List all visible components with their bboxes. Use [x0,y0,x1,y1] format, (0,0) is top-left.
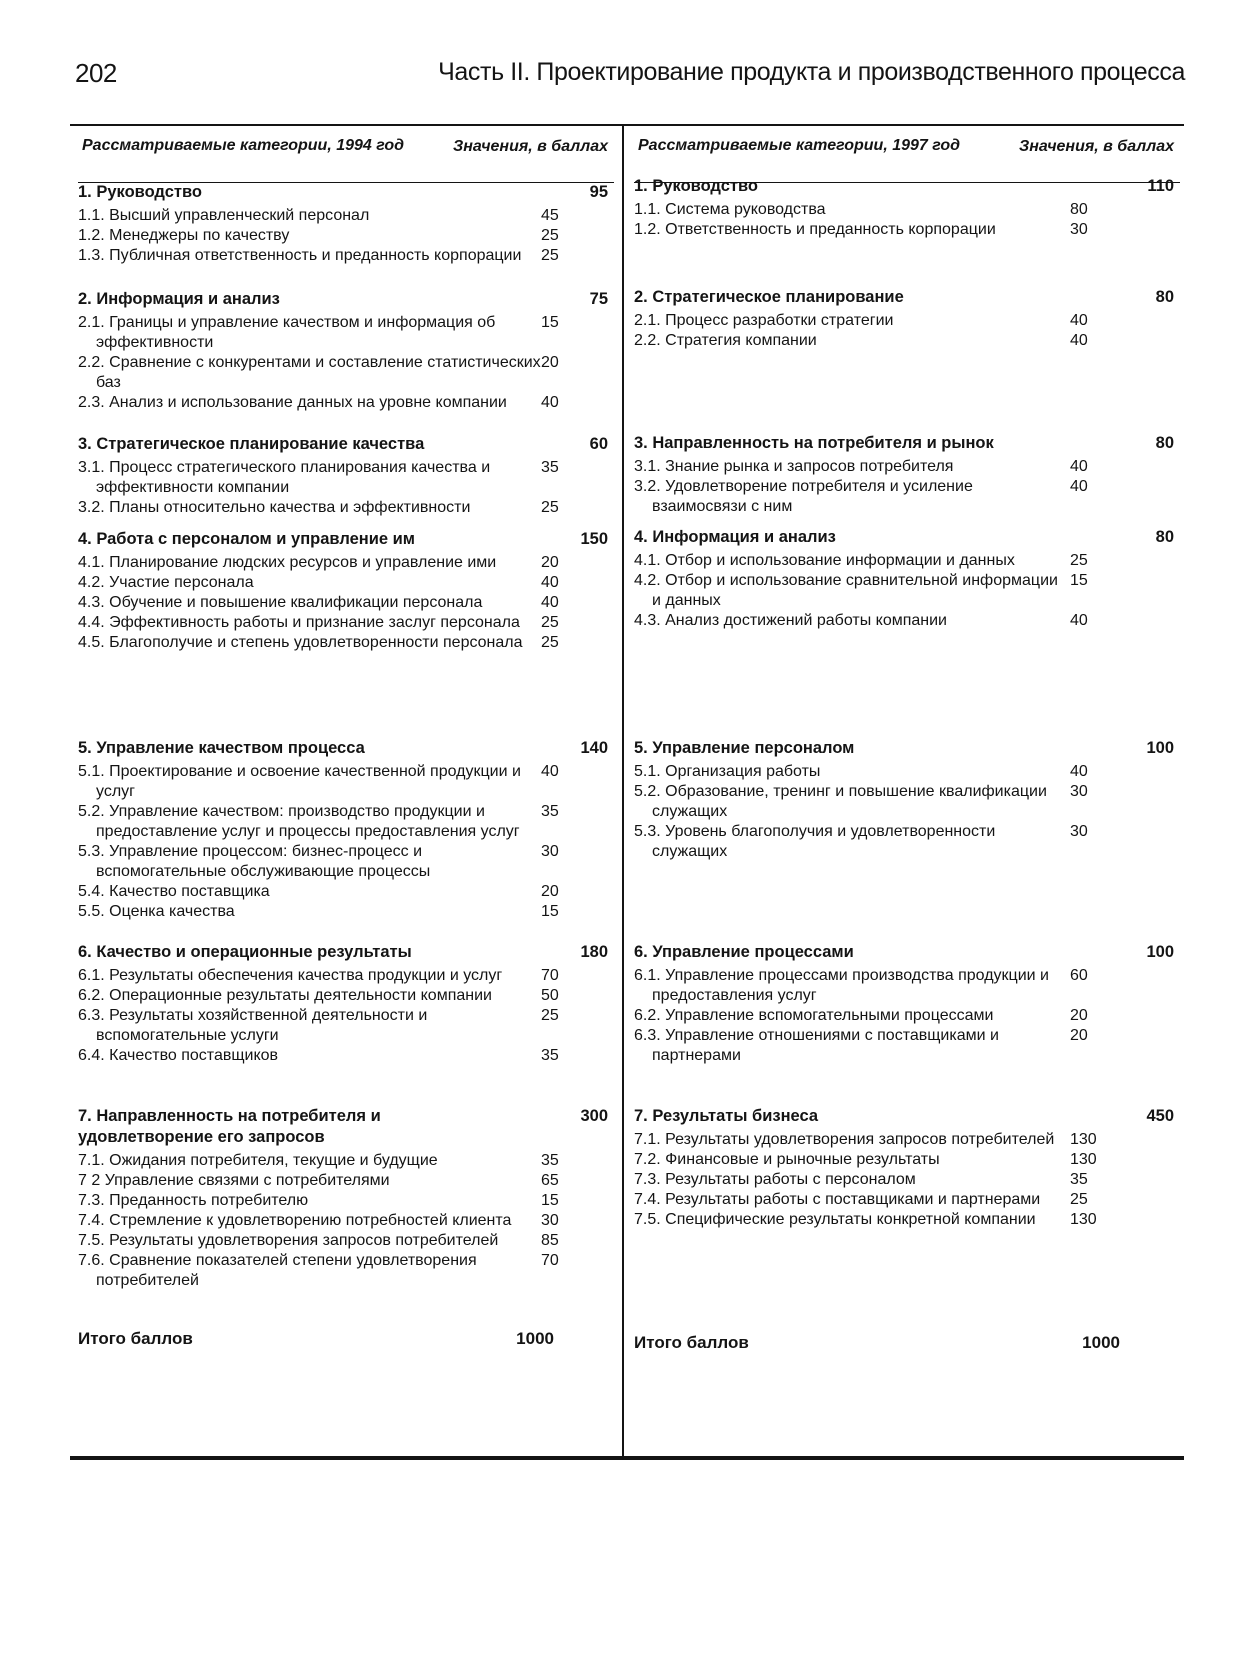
item-row [634,311,1180,331]
section-title: 7. Направленность на потребителя и удовлетворение его запросов [78,1107,381,1146]
item-text: 6.1. Управление процессами производства продукции и предоставления услуг [634,967,1049,1004]
item-text: 4.1. Планирование людских ресурсов и управление ими [78,554,497,571]
item-text: 5.2. Управление качеством: производство продукции и предоставление услуг и процессы предоставления услуг [78,803,520,840]
item-text: 1.1. Высший управленческий персонал [78,207,370,224]
item-text: 7.5. Специфические результаты конкретной компании [634,1211,1036,1228]
left-section [78,529,614,653]
item-value: 15 [541,314,559,331]
item-row [634,762,1180,782]
item-value: 40 [1070,612,1088,629]
item-value: 25 [541,614,559,631]
item-text: 7.5. Результаты удовлетворения запросов потребителей [78,1232,499,1249]
item-row [634,1006,1180,1026]
total-value: 1000 [1082,1333,1120,1352]
section-heading [78,182,614,203]
section-total: 80 [1155,528,1174,546]
item-text: 5.3. Уровень благополучия и удовлетворенности служащих [634,823,996,860]
item-row [78,1006,614,1046]
section-title: 2. Информация и анализ [78,290,280,308]
item-row [78,633,614,653]
section-total: 100 [1146,943,1174,961]
section-title: 3. Направленность на потребителя и рынок [634,434,994,452]
item-row [78,762,614,802]
right-section [634,942,1180,1066]
item-value: 30 [1070,783,1088,800]
item-row [634,200,1180,220]
item-row [78,902,614,922]
item-row [78,393,614,413]
item-row [78,573,614,593]
item-value: 15 [1070,572,1088,589]
item-row [78,1046,614,1066]
right-section [634,287,1180,351]
item-value: 20 [541,554,559,571]
item-value: 40 [541,594,559,611]
item-value: 15 [541,903,559,920]
total-label: Итого баллов [78,1329,193,1348]
item-text: 3.2. Планы относительно качества и эффективности [78,499,471,516]
item-value: 30 [541,843,559,860]
section-total: 80 [1155,434,1174,452]
item-text: 3.1. Процесс стратегического планирования качества и эффективности компании [78,459,491,496]
item-text: 4.4. Эффективность работы и признание заслуг персонала [78,614,520,631]
item-text: 3.1. Знание рынка и запросов потребителя [634,458,954,475]
item-value: 80 [1070,201,1088,218]
section-total: 140 [580,739,608,757]
table-header-1994 [78,124,614,183]
section-heading [634,287,1180,308]
item-row [634,1026,1180,1066]
section-title: 4. Работа с персоналом и управление им [78,530,416,548]
right-section [634,176,1180,240]
section-title: 2. Стратегическое планирование [634,288,904,306]
item-text: 7.3. Результаты работы с персоналом [634,1171,916,1188]
right-section [634,433,1180,517]
section-heading [634,1106,1180,1127]
section-heading [78,529,614,550]
item-text: 6.3. Результаты хозяйственной деятельности и вспомогательные услуги [78,1007,428,1044]
left-section [78,738,614,922]
item-value: 40 [1070,763,1088,780]
item-text: 1.1. Система руководства [634,201,826,218]
item-row [78,802,614,842]
left-section [78,289,614,413]
section-title: 5. Управление персоналом [634,739,855,757]
item-row [78,1231,614,1251]
left-section [78,182,614,266]
item-text: 5.4. Качество поставщика [78,883,270,900]
table-half-1997 [634,124,1180,1460]
section-title: 5. Управление качеством процесса [78,739,365,757]
item-value: 35 [541,803,559,820]
item-text: 4.3. Обучение и повышение квалификации персонала [78,594,483,611]
item-text: 4.2. Отбор и использование сравнительной информации и данных [634,572,1058,609]
item-text: 7.6. Сравнение показателей степени удовлетворения потребителей [78,1252,477,1289]
item-text: 7.1. Результаты удовлетворения запросов потребителей [634,1131,1055,1148]
item-value: 40 [1070,312,1088,329]
running-title: Часть II. Проектирование продукта и производственного процесса [438,58,1185,86]
item-row [634,551,1180,571]
item-text: 7.4. Результаты работы с поставщиками и партнерами [634,1191,1041,1208]
section-title: 4. Информация и анализ [634,528,836,546]
section-total: 300 [580,1107,608,1125]
section-total: 75 [589,290,608,308]
item-text: 1.2. Менеджеры по качеству [78,227,290,244]
item-value: 130 [1070,1131,1097,1148]
item-value: 40 [541,394,559,411]
item-value: 20 [541,354,559,371]
item-text: 4.3. Анализ достижений работы компании [634,612,947,629]
section-total: 450 [1146,1107,1174,1125]
item-value: 25 [1070,552,1088,569]
item-value: 70 [541,967,559,984]
item-value: 40 [541,763,559,780]
section-total: 180 [580,943,608,961]
item-row [634,477,1180,517]
item-value: 25 [541,1007,559,1024]
item-text: 1.3. Публичная ответственность и преданность корпорации [78,247,522,264]
item-row [634,1130,1180,1150]
section-total: 95 [589,183,608,201]
item-value: 25 [541,247,559,264]
item-row [634,1210,1180,1230]
section-heading [78,738,614,759]
item-row [78,246,614,266]
section-title: 1. Руководство [78,183,202,201]
grand-total-1994 [78,1329,614,1349]
section-heading [78,434,614,455]
item-row [78,1211,614,1231]
header-value-1997: Значения, в баллах [1018,138,1174,155]
item-row [634,782,1180,822]
item-text: 2.2. Стратегия компании [634,332,817,349]
left-section [78,1106,614,1291]
item-row [634,571,1180,611]
section-title: 3. Стратегическое планирование качества [78,435,425,453]
section-total: 110 [1147,177,1174,195]
item-value: 35 [1070,1171,1088,1188]
item-row [634,331,1180,351]
item-text: 7.4. Стремление к удовлетворению потребностей клиента [78,1212,512,1229]
item-text: 7.2. Финансовые и рыночные результаты [634,1151,940,1168]
header-value-1994: Значения, в баллах [452,138,608,155]
item-value: 70 [541,1252,559,1269]
item-row [78,226,614,246]
item-row [634,1190,1180,1210]
section-total: 100 [1146,739,1174,757]
item-text: 6.2. Операционные результаты деятельности компании [78,987,492,1004]
item-value: 35 [541,1152,559,1169]
item-text: 2.2. Сравнение с конкурентами и составление статистических баз [78,354,541,391]
item-row [634,966,1180,1006]
item-text: 6.2. Управление вспомогательными процессами [634,1007,994,1024]
column-separator [622,124,624,1460]
section-total: 80 [1155,288,1174,306]
item-row [78,1251,614,1291]
grand-total-1997 [634,1333,1180,1353]
item-text: 7 2 Управление связями с потребителями [78,1172,390,1189]
item-value: 50 [541,987,559,1004]
item-row [78,1151,614,1171]
item-value: 40 [1070,332,1088,349]
item-text: 4.2. Участие персонала [78,574,254,591]
item-row [78,353,614,393]
page-number: 202 [75,58,117,88]
item-row [634,457,1180,477]
page-header [75,58,1185,98]
item-row [78,966,614,986]
item-value: 40 [1070,458,1088,475]
item-text: 5.2. Образование, тренинг и повышение квалификации служащих [634,783,1047,820]
item-value: 25 [1070,1191,1088,1208]
item-row [78,593,614,613]
item-value: 130 [1070,1211,1097,1228]
item-value: 35 [541,1047,559,1064]
item-text: 4.5. Благополучие и степень удовлетворенности персонала [78,634,523,651]
right-section [634,738,1180,862]
item-value: 85 [541,1232,559,1249]
item-text: 5.1. Проектирование и освоение качественной продукции и услуг [78,763,521,800]
item-value: 30 [1070,823,1088,840]
item-value: 30 [541,1212,559,1229]
section-heading [78,289,614,310]
item-text: 4.1. Отбор и использование информации и данных [634,552,1015,569]
section-heading [634,176,1180,197]
item-row [78,882,614,902]
left-section [78,942,614,1066]
item-value: 60 [1070,967,1088,984]
item-row [78,458,614,498]
section-title: 7. Результаты бизнеса [634,1107,819,1125]
comparison-table [70,124,1184,1460]
item-text: 2.1. Границы и управление качеством и информация об эффективности [78,314,496,351]
item-row [78,313,614,353]
item-text: 6.3. Управление отношениями с поставщиками и партнерами [634,1027,999,1064]
item-text: 7.1. Ожидания потребителя, текущие и будущие [78,1152,438,1169]
section-heading [78,942,614,963]
total-value: 1000 [516,1329,554,1348]
item-row [634,1170,1180,1190]
item-value: 130 [1070,1151,1097,1168]
item-row [634,822,1180,862]
right-section [634,527,1180,631]
item-value: 20 [1070,1007,1088,1024]
item-value: 35 [541,459,559,476]
item-value: 40 [541,574,559,591]
item-text: 3.2. Удовлетворение потребителя и усиление взаимосвязи с ним [634,478,973,515]
item-value: 65 [541,1172,559,1189]
item-row [634,1150,1180,1170]
item-value: 40 [1070,478,1088,495]
item-row [78,842,614,882]
section-total: 60 [589,435,608,453]
item-text: 5.5. Оценка качества [78,903,235,920]
item-value: 25 [541,227,559,244]
item-text: 2.1. Процесс разработки стратегии [634,312,894,329]
right-section [634,1106,1180,1230]
item-value: 20 [541,883,559,900]
item-row [78,986,614,1006]
item-text: 5.1. Организация работы [634,763,821,780]
section-heading [634,527,1180,548]
item-text: 6.1. Результаты обеспечения качества продукции и услуг [78,967,503,984]
item-row [78,613,614,633]
section-heading [634,433,1180,454]
item-value: 25 [541,634,559,651]
section-heading [634,942,1180,963]
item-value: 20 [1070,1027,1088,1044]
item-text: 7.3. Преданность потребителю [78,1192,309,1209]
table-half-1994 [78,124,614,1460]
item-row [78,1191,614,1211]
item-value: 25 [541,499,559,516]
section-total: 150 [580,530,608,548]
left-section [78,434,614,518]
total-label: Итого баллов [634,1333,749,1352]
item-text: 2.3. Анализ и использование данных на уровне компании [78,394,507,411]
item-row [78,1171,614,1191]
item-row [78,206,614,226]
item-row [634,220,1180,240]
item-row [78,498,614,518]
section-title: 6. Управление процессами [634,943,854,961]
item-row [634,611,1180,631]
item-value: 45 [541,207,559,224]
header-category-1997: Рассматриваемые категории, 1997 год [638,137,961,154]
item-text: 1.2. Ответственность и преданность корпорации [634,221,996,238]
section-heading [634,738,1180,759]
table-header-1997 [634,124,1180,183]
section-title: 6. Качество и операционные результаты [78,943,412,961]
item-text: 6.4. Качество поставщиков [78,1047,279,1064]
item-value: 30 [1070,221,1088,238]
item-row [78,553,614,573]
section-title: 1. Руководство [634,177,758,195]
header-category-1994: Рассматриваемые категории, 1994 год [82,137,405,154]
item-text: 5.3. Управление процессом: бизнес-процесс и вспомогательные обслуживающие процессы [78,843,431,880]
section-heading [78,1106,614,1148]
item-value: 15 [541,1192,559,1209]
